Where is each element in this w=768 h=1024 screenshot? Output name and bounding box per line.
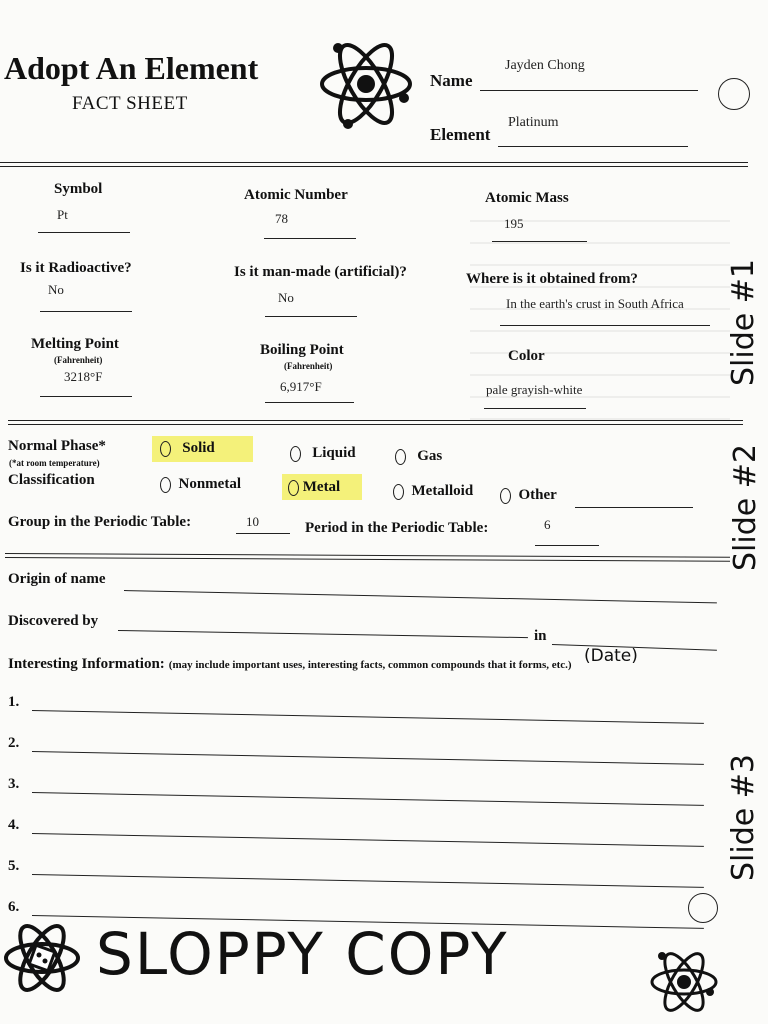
atomic-number-underline bbox=[264, 238, 356, 239]
atomic-number-label: Atomic Number bbox=[244, 187, 348, 203]
melting-value[interactable]: 3218°F bbox=[64, 369, 103, 384]
slide-3-note: Slide #3 bbox=[725, 754, 761, 881]
obtained-underline bbox=[500, 325, 710, 326]
boiling-unit: (Fahrenheit) bbox=[284, 361, 333, 371]
period-label: Period in the Periodic Table: bbox=[305, 520, 489, 536]
boiling-label: Boiling Point bbox=[260, 342, 344, 358]
atomic-mass-value[interactable]: 195 bbox=[504, 216, 524, 231]
radio-metal-icon[interactable] bbox=[288, 480, 299, 496]
info-number: 5. bbox=[8, 858, 20, 874]
info-line[interactable] bbox=[32, 833, 704, 847]
color-value[interactable]: pale grayish-white bbox=[486, 382, 583, 397]
color-underline bbox=[484, 408, 586, 409]
normal-phase-note: (*at room temperature) bbox=[9, 458, 100, 468]
slide-2-note: Slide #2 bbox=[727, 444, 763, 571]
divider-mid-2 bbox=[8, 424, 743, 425]
interesting-note: (may include important uses, interesting facts, common compounds that it forms, etc.) bbox=[168, 659, 572, 671]
info-number: 6. bbox=[8, 899, 20, 915]
origin-underline[interactable] bbox=[124, 590, 717, 603]
name-value[interactable]: Jayden Chong bbox=[505, 58, 585, 73]
radio-gas-icon[interactable] bbox=[395, 449, 406, 465]
radio-other-icon[interactable] bbox=[500, 488, 511, 504]
atomic-number-value[interactable]: 78 bbox=[275, 211, 288, 226]
info-line[interactable] bbox=[32, 792, 704, 806]
symbol-value[interactable]: Pt bbox=[57, 207, 68, 222]
obtained-label: Where is it obtained from? bbox=[466, 271, 638, 287]
slide-1-note: Slide #1 bbox=[725, 259, 761, 386]
period-underline bbox=[535, 545, 599, 546]
radio-liquid-icon[interactable] bbox=[290, 446, 301, 462]
info-number: 2. bbox=[8, 735, 20, 751]
color-label: Color bbox=[508, 348, 545, 364]
atom-doodle-icon bbox=[2, 922, 82, 994]
group-underline bbox=[236, 533, 290, 534]
boiling-value[interactable]: 6,917°F bbox=[280, 379, 322, 394]
melting-label: Melting Point bbox=[31, 336, 119, 352]
phase-option-liquid[interactable]: Liquid bbox=[290, 445, 356, 462]
discovered-label: Discovered by bbox=[8, 613, 99, 629]
sloppy-copy-title: SLOPPY COPY bbox=[96, 920, 509, 988]
man-made-label: Is it man-made (artificial)? bbox=[234, 264, 407, 280]
divider-mid bbox=[8, 420, 743, 421]
obtained-value[interactable]: In the earth's crust in South Africa bbox=[506, 296, 684, 311]
info-number: 4. bbox=[8, 817, 20, 833]
melting-underline bbox=[40, 396, 132, 397]
radioactive-label: Is it Radioactive? bbox=[20, 260, 132, 276]
info-number: 3. bbox=[8, 776, 20, 792]
man-made-underline bbox=[265, 316, 357, 317]
phase-option-solid[interactable]: Solid bbox=[160, 440, 215, 457]
normal-phase-label: Normal Phase* bbox=[8, 438, 106, 454]
other-underline bbox=[575, 507, 693, 508]
interesting-label: Interesting Information: bbox=[8, 656, 165, 672]
element-value[interactable]: Platinum bbox=[508, 115, 559, 130]
class-option-metalloid[interactable]: Metalloid bbox=[393, 483, 473, 500]
info-line[interactable] bbox=[32, 751, 704, 765]
radio-metalloid-icon[interactable] bbox=[393, 484, 404, 500]
info-line[interactable] bbox=[32, 710, 704, 724]
page-title: Adopt An Element bbox=[4, 50, 259, 86]
period-value[interactable]: 6 bbox=[544, 517, 551, 532]
class-option-other[interactable]: Other bbox=[500, 487, 557, 504]
atomic-mass-underline bbox=[492, 241, 587, 242]
symbol-underline bbox=[38, 232, 130, 233]
divider-top bbox=[0, 162, 748, 163]
page-subtitle: FACT SHEET bbox=[72, 93, 188, 114]
date-note: (Date) bbox=[584, 646, 638, 666]
in-label: in bbox=[534, 628, 547, 644]
melting-unit: (Fahrenheit) bbox=[54, 355, 103, 365]
man-made-value[interactable]: No bbox=[278, 290, 294, 305]
classification-label: Classification bbox=[8, 472, 95, 488]
element-underline bbox=[498, 146, 688, 147]
info-number: 1. bbox=[8, 694, 20, 710]
class-option-metal[interactable]: Metal bbox=[288, 479, 340, 496]
circle-mark bbox=[718, 78, 750, 110]
name-underline bbox=[480, 90, 698, 91]
interesting-heading bbox=[8, 655, 572, 673]
radio-nonmetal-icon[interactable] bbox=[160, 477, 171, 493]
atom-small-icon bbox=[648, 946, 720, 1018]
radio-solid-icon[interactable] bbox=[160, 441, 171, 457]
radioactive-value[interactable]: No bbox=[48, 282, 64, 297]
group-label: Group in the Periodic Table: bbox=[8, 514, 192, 530]
divider-top-2 bbox=[0, 166, 748, 167]
atom-logo-icon bbox=[318, 36, 414, 132]
class-option-nonmetal[interactable]: Nonmetal bbox=[160, 476, 241, 493]
phase-option-gas[interactable]: Gas bbox=[395, 448, 442, 465]
origin-label: Origin of name bbox=[8, 571, 106, 587]
symbol-label: Symbol bbox=[54, 181, 103, 197]
radioactive-underline bbox=[40, 311, 132, 312]
discovered-underline[interactable] bbox=[118, 630, 528, 638]
divider-lower-2 bbox=[5, 557, 730, 562]
circle-mark-lower bbox=[688, 893, 718, 923]
name-label: Name bbox=[430, 71, 473, 90]
atomic-mass-label: Atomic Mass bbox=[485, 190, 569, 206]
boiling-underline bbox=[265, 402, 354, 403]
group-value[interactable]: 10 bbox=[246, 514, 259, 529]
info-line[interactable] bbox=[32, 874, 704, 888]
element-label: Element bbox=[430, 125, 491, 144]
